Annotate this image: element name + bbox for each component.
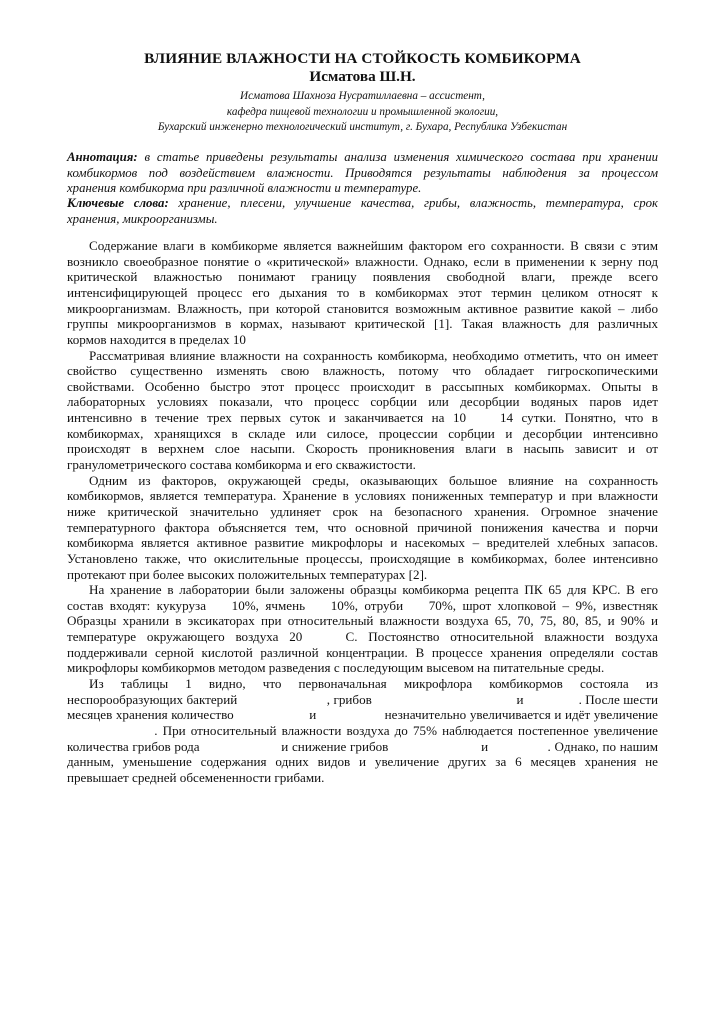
- paragraph-line: превышает средней обсемененности грибами.: [67, 769, 325, 785]
- paragraph-line: На хранение в лаборатории были заложены образцы комбикорма рецепта ПК 65 для КРС. В его: [89, 582, 658, 598]
- affiliation-line: Исматова Шахноза Нусратиллаевна – ассистент,: [240, 90, 485, 102]
- paragraph-line: поддерживали серной кислотой различной концентрации. В процессе хранения определяли состав: [67, 644, 658, 660]
- paragraph-line: температурного фактора объясняется тем, что основной причиной понижения качества и порчи: [67, 519, 658, 535]
- paragraph-line: группы микроорганизмов в кормах, называют критической [1]. Такая влажность для различных: [67, 316, 658, 332]
- abstract: [67, 150, 658, 197]
- abstract-label: Аннотация:: [67, 150, 138, 164]
- paragraph-line: происходят в верхнем слое насыпи. Скорость проникновения влаги в насыпь зависит и от: [67, 441, 658, 457]
- body-paragraph: [67, 238, 658, 347]
- paragraph-line: интенсивно в течение трех первых суток и заканчивается на 10 14 сутки. Понятно, что в: [67, 410, 658, 426]
- paragraph-line: комбикормах, хранящихся в складе или силосе, процессии сорбции и десорбции интенсивно: [67, 425, 658, 441]
- abstract-line: хранения комбикорма при различной влажности и температуре.: [67, 181, 422, 196]
- paragraph-line: свойство существенно изменять свою влажность, потому что обладает гигроскопическими: [67, 363, 658, 379]
- paper-title: ВЛИЯНИЕ ВЛАЖНОСТИ НА СТОЙКОСТЬ КОМБИКОРМА: [144, 50, 581, 67]
- paragraph-line: месяцев хранения количество и незначительно увеличивается и идёт увеличение: [67, 707, 658, 723]
- paragraph-line: количества грибов рода и снижение грибов и . Однако, по нашим: [67, 738, 658, 754]
- paragraph-line: протекают при более высоких положительных температурах [2].: [67, 566, 428, 582]
- body-paragraph: [67, 676, 658, 785]
- keywords-label: Ключевые слова:: [67, 196, 169, 210]
- paragraph-line: Рассматривая влияние влажности на сохранность комбикорма, необходимо отметить, что он имеет: [89, 347, 658, 363]
- body-paragraph: [67, 473, 658, 582]
- paragraph-line: ниже критической значительно удлиняет срок на безопасного хранения. Огромное значение: [67, 503, 658, 519]
- affiliation-line: Бухарский инженерно технологический институт, г. Бухара, Республика Узбекистан: [157, 121, 568, 133]
- abstract-line: комбикормов под воздействием влажности. Приводятся результаты наблюдения за процессом: [67, 165, 658, 180]
- paragraph-line: . При относительный влажности воздуха до 75% наблюдается постепенное увеличение: [67, 723, 658, 739]
- paragraph-line: данным, уменьшение содержания одних видов и увеличение других за 6 месяцев хранения не: [67, 754, 658, 770]
- body-paragraph: [67, 348, 658, 473]
- paragraph-line: возникло своеобразное понятие о «критической» влажности. Однако, если в применении к зерну под: [67, 253, 658, 269]
- paper-author: Исматова Ш.Н.: [309, 68, 416, 85]
- paragraph-line: критической влажностью понимают границу появления свободной влаги, прежде всего: [67, 269, 658, 285]
- paragraph-line: микроорганизмам. Влажность, при которой становится возможным активное развитие какой – либо: [67, 300, 658, 316]
- paragraph-line: микрофлоры комбикормов методом разведения с последующим высевом на питательные среды.: [67, 660, 605, 676]
- paragraph-line: состав входят: кукуруза 10%, ячмень 10%, отруби 70%, шрот хлопковой – 9%, известняк: [67, 597, 658, 613]
- paragraph-line: свойствами. Особенно быстро этот процесс происходит в рассыпных комбикормах. Опыты в: [67, 378, 658, 394]
- keywords: [67, 196, 658, 227]
- paragraph-line: Установлено также, что окислительные процессы, происходящие в комбикормах, более интенсивно: [67, 550, 658, 566]
- paragraph-line: Из таблицы 1 видно, что первоначальная микрофлора комбикормов состояла из: [89, 676, 658, 692]
- paragraph-line: лабораторных условиях показали, что процесс сорбции или десорбции водяных паров идет: [67, 394, 658, 410]
- paragraph-line: Содержание влаги в комбикорме является важнейшим фактором его сохранности. В связи с этим: [89, 238, 658, 253]
- body-paragraph: [67, 582, 658, 676]
- paragraph-line: температуре окружающего воздуха 20 С. Постоянство относительной влажности воздуха: [67, 629, 658, 645]
- paragraph-line: комбикормов, является температура. Хранение в условиях пониженных температур и при влажности: [67, 488, 658, 504]
- paragraph-line: Одним из факторов, окружающей среды, оказывающих большое влияние на сохранность: [89, 472, 658, 488]
- keywords-line: хранения, микроорганизмы.: [67, 211, 218, 226]
- keywords-line: Ключевые слова: хранение, плесени, улучшение качества, грибы, влажность, температура, срок: [67, 196, 658, 210]
- paragraph-line: комбикорма является активное развитие микрофлоры и насекомых – вредителей хлебных запасов.: [67, 535, 658, 551]
- abstract-line: Аннотация: в статье приведены результаты анализа изменения химического состава при хранении: [67, 150, 658, 164]
- paragraph-line: неспорообразующих бактерий , грибов и . После шести: [67, 691, 658, 707]
- affiliation-line: кафедра пищевой технологии и промышленной экологии,: [226, 106, 499, 118]
- paragraph-line: кормов находится в пределах 10: [67, 331, 246, 347]
- paragraph-line: Образцы хранили в эксикаторах при относительный влажности воздуха 65, 70, 75, 80, 85, и 90% и: [67, 613, 658, 629]
- paragraph-line: гранулометрического состава комбикорма и его скважистости.: [67, 456, 416, 472]
- paragraph-line: интенсифицирующей процесс его дыхания то в комбикормах этот термин целиком относят к: [67, 284, 658, 300]
